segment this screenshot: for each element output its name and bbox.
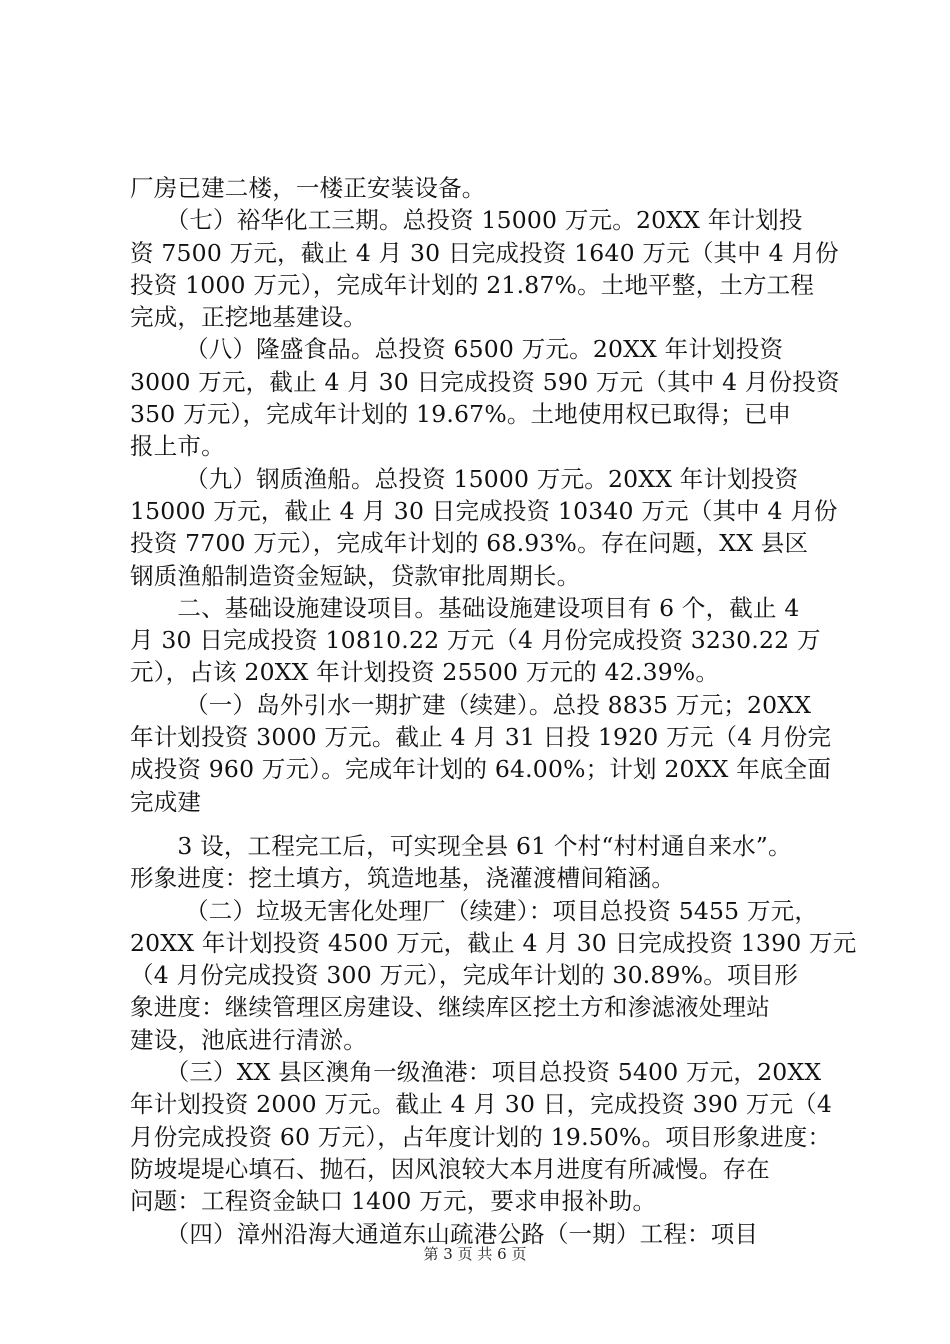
text-line: 厂房已建二楼，一楼正安装设备。 <box>130 174 486 202</box>
text-line: 3000 万元，截止 4 月 30 日完成投资 590 万元（其中 4 月份投资 <box>130 367 840 396</box>
text-line: （四）漳州沿海大通道东山疏港公路（一期）工程：项目 <box>130 1219 759 1248</box>
text-line: （三）XX 县区澳角一级渔港：项目总投资 5400 万元，20XX <box>130 1058 822 1087</box>
text-line: 20XX 年计划投资 4500 万元，截止 4 月 30 日完成投资 1390 万元 <box>130 928 857 957</box>
text-line: （八）隆盛食品。总投资 6500 万元。20XX 年计划投资 <box>130 335 784 364</box>
text-line: 月 30 日完成投资 10810.22 万元（4 月份完成投资 3230.22 万 <box>130 626 821 655</box>
text-line: 象进度：继续管理区房建设、继续库区挖土方和渗滤液处理站 <box>130 993 770 1022</box>
text-line: 报上市。 <box>130 432 225 461</box>
text-line: 3 设，工程完工后，可实现全县 61 个村“村村通自来水”。 <box>130 831 792 860</box>
paragraph-gap <box>130 818 835 830</box>
text-line: 资 7500 万元，截止 4 月 30 日完成投资 1640 万元（其中 4 月份 <box>130 238 839 267</box>
text-line: （一）岛外引水一期扩建（续建）。总投 8835 万元；20XX <box>130 690 812 719</box>
text-line: 完成，正挖地基建设。 <box>130 303 367 332</box>
text-line: 建设，池底进行清淤。 <box>130 1025 367 1054</box>
text-line: 元），占该 20XX 年计划投资 25500 万元的 42.39%。 <box>130 658 720 687</box>
text-line: 投资 7700 万元），完成年计划的 68.93%。存在问题，XX 县区 <box>130 529 809 558</box>
text-line: 投资 1000 万元），完成年计划的 21.87%。土地平整，土方工程 <box>130 270 815 299</box>
text-line: 二、基础设施建设项目。基础设施建设项目有 6 个，截止 4 <box>130 593 800 622</box>
text-line: 成投资 960 万元）。完成年计划的 64.00%；计划 20XX 年底全面 <box>130 755 832 784</box>
text-line: 年计划投资 2000 万元。截止 4 月 30 日，完成投资 390 万元（4 <box>130 1090 833 1119</box>
page-number-label: 第 3 页 共 6 页 <box>423 1245 527 1263</box>
text-line: （七）裕华化工三期。总投资 15000 万元。20XX 年计划投 <box>130 206 803 235</box>
text-line: 月份完成投资 60 万元），占年度计划的 19.50%。项目形象进度： <box>130 1122 832 1151</box>
document-body <box>130 172 857 1250</box>
text-line: （九）钢质渔船。总投资 15000 万元。20XX 年计划投资 <box>130 464 799 493</box>
text-line: 形象进度：挖土填方，筑造地基，浇灌渡槽间箱涵。 <box>130 864 676 893</box>
text-line: 防坡堤堤心填石、抛石，因风浪较大本月进度有所减慢。存在 <box>130 1154 770 1183</box>
text-line: 15000 万元，截止 4 月 30 日完成投资 10340 万元（其中 4 月份 <box>130 496 838 525</box>
text-line: 钢质渔船制造资金短缺，贷款审批周期长。 <box>130 561 581 590</box>
text-line: （4 月份完成投资 300 万元），完成年计划的 30.89%。项目形 <box>130 961 799 990</box>
text-line: 年计划投资 3000 万元。截止 4 月 31 日投 1920 万元（4 月份完 <box>130 723 832 752</box>
page-footer <box>0 1244 950 1264</box>
text-line: 350 万元），完成年计划的 19.67%。土地使用权已取得；已申 <box>130 400 792 429</box>
text-line: 完成建 <box>130 787 202 816</box>
text-line: 问题：工程资金缺口 1400 万元，要求申报补助。 <box>130 1187 657 1216</box>
text-line: （二）垃圾无害化处理厂（续建）：项目总投资 5455 万元， <box>130 896 819 925</box>
